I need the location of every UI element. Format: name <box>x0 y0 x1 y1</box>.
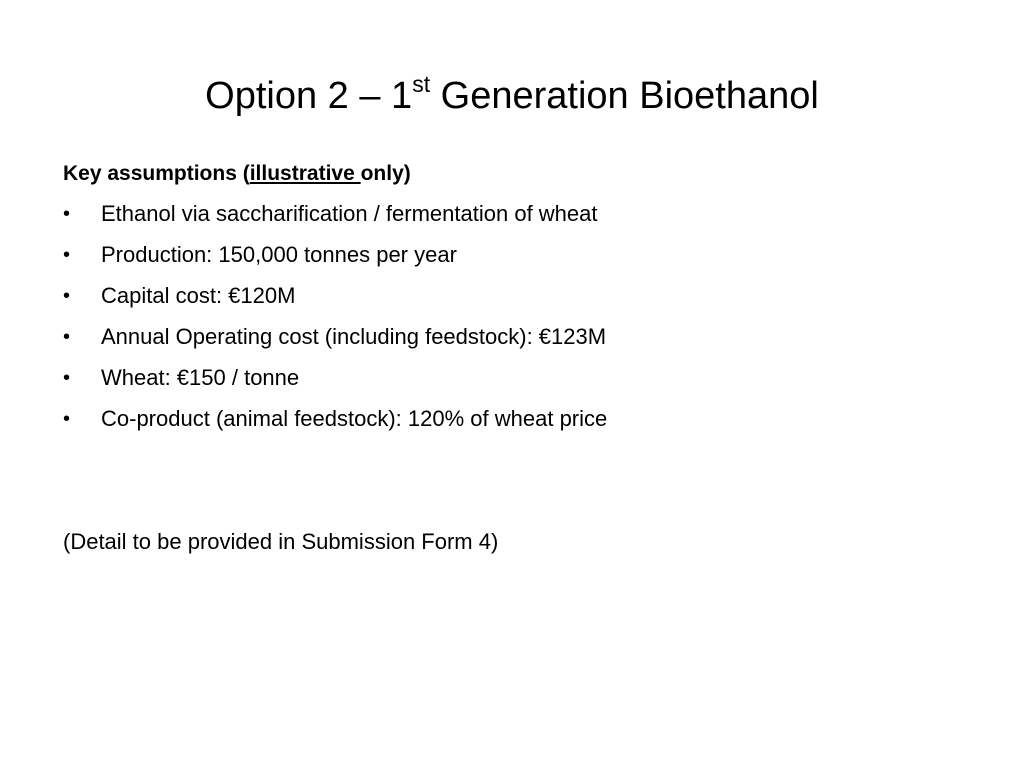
bullet-icon: • <box>63 285 71 307</box>
title-prefix: Option 2 – 1 <box>205 75 413 117</box>
detail-note: (Detail to be provided in Submission Form 4) <box>63 529 499 554</box>
assumptions-list <box>63 197 963 443</box>
bullet-icon: • <box>63 244 71 266</box>
heading-text-after: only) <box>360 162 411 185</box>
bullet-icon: • <box>63 203 71 225</box>
list-item-text: Ethanol via saccharification / fermentation of wheat <box>101 201 598 226</box>
slide-body <box>63 157 963 443</box>
list-item <box>63 197 963 238</box>
heading-text-before: Key assumptions ( <box>63 162 250 185</box>
slide-title <box>0 72 1024 120</box>
heading-underlined-text: illustrative <box>249 162 361 185</box>
bullet-icon: • <box>63 367 71 389</box>
list-item-text: Capital cost: €120M <box>101 283 296 308</box>
list-item-text: Co-product (animal feedstock): 120% of wheat price <box>101 406 608 431</box>
title-suffix: Generation Bioethanol <box>430 75 819 117</box>
list-item <box>63 279 963 320</box>
list-item <box>63 320 963 361</box>
bullet-icon: • <box>63 326 71 348</box>
list-item <box>63 402 963 443</box>
list-item <box>63 238 963 279</box>
list-item-text: Production: 150,000 tonnes per year <box>101 242 457 267</box>
bullet-icon: • <box>63 408 71 430</box>
key-assumptions-heading <box>63 157 963 191</box>
list-item-text: Annual Operating cost (including feedstock): €123M <box>101 324 607 349</box>
title-superscript: st <box>412 71 431 98</box>
list-item <box>63 361 963 402</box>
list-item-text: Wheat: €150 / tonne <box>101 365 300 390</box>
